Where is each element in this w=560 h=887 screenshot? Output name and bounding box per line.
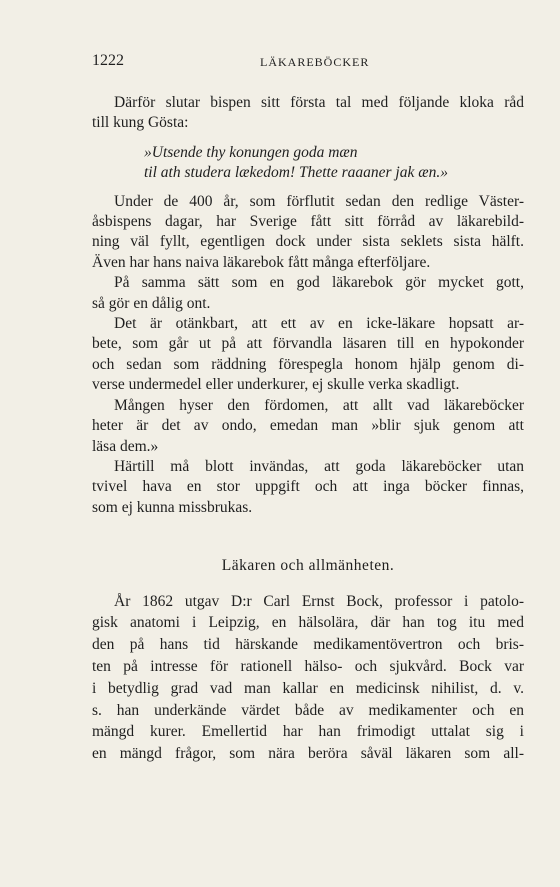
text-line: en mängd frågor, som nära beröra såväl läkaren som all- xyxy=(92,745,524,763)
text-line: mängd kurer. Emellertid har han frimodigt uttalat sig i xyxy=(92,723,524,741)
text-line: tvivel hava en stor uppgift och att inga böcker finnas, xyxy=(92,478,524,496)
paragraph xyxy=(92,457,524,518)
text-line: Därför slutar bispen sitt första tal med följande kloka råd xyxy=(114,94,524,111)
text-line: läsa dem.» xyxy=(92,437,159,455)
quote-line: til ath studera lækedom! Thette raaaner jak æn.» xyxy=(144,164,448,182)
text-line: till kung Gösta: xyxy=(92,114,189,132)
text-line: Mången hyser den fördomen, att allt vad läkareböcker xyxy=(114,396,524,414)
paragraph xyxy=(92,314,524,396)
text-line: i betydlig grad vad man kallar en medicinsk nihilist, d. v. xyxy=(92,679,524,697)
page-number: 1222 xyxy=(92,52,124,69)
quote-line: »Utsende thy konungen goda mæn xyxy=(144,143,358,161)
text-line: År 1862 utgav D:r Carl Ernst Bock, professor i patolo- xyxy=(114,592,524,610)
paragraph xyxy=(92,273,524,314)
text-line: verse undermedel eller underkurer, ej skulle verka skadligt. xyxy=(92,376,460,394)
bishop-quote xyxy=(92,143,524,184)
text-line: Det är otänkbart, att ett av en icke-läkare hopsatt ar- xyxy=(114,315,524,333)
section-heading: Läkaren och allmänheten. xyxy=(221,557,395,575)
text-line: den på hans tid härskande medikamentövertron och bris- xyxy=(92,636,524,654)
page-header xyxy=(92,52,522,74)
text-line: ning väl fyllt, egentligen dock under sista seklets sista hälft. xyxy=(92,233,524,251)
text-line: åsbispens dagar, har Sverige fått sitt förråd av läkarebild- xyxy=(92,213,524,231)
text-line: som ej kunna missbrukas. xyxy=(92,498,253,516)
text-line: gisk anatomi i Leipzig, en hälsolära, där han tog itu med xyxy=(92,614,524,632)
text-line: På samma sätt som en god läkarebok gör mycket gott, xyxy=(114,274,524,292)
intro-paragraph xyxy=(92,93,524,134)
text-line: så gör en dålig ont. xyxy=(92,294,211,312)
text-line: och sedan som räddning förespegla honom hjälp genom di- xyxy=(92,355,524,373)
paragraph xyxy=(92,192,524,274)
text-line: s. han underkände värdet både av medikamenter och en xyxy=(92,701,524,719)
text-line: bete, som går ut på att förvandla läsaren till en hypokonder xyxy=(92,335,524,353)
paragraph xyxy=(92,396,524,457)
text-line: Under de 400 år, som förflutit sedan den redlige Väster- xyxy=(114,192,524,210)
section-paragraph xyxy=(92,591,524,765)
text-line: ten på intresse för rationell hälso- och sjukvård. Bock var xyxy=(92,657,524,675)
main-text xyxy=(92,93,524,765)
running-head: LÄKAREBÖCKER xyxy=(260,55,370,69)
text-line: Härtill må blott invändas, att goda läkareböcker utan xyxy=(114,457,524,475)
text-line: heter är det av ondo, emedan man »blir sjuk genom att xyxy=(92,417,524,435)
text-line: Även har hans naiva läkarebok fått många efterföljare. xyxy=(92,253,431,271)
